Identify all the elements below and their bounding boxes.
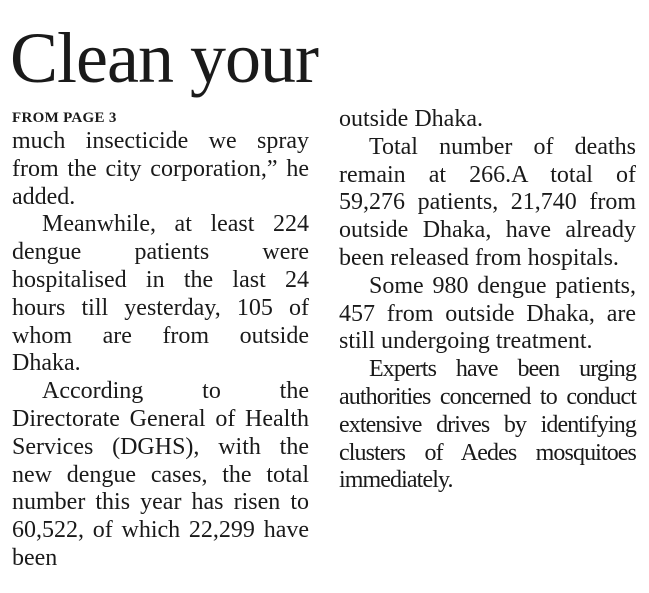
paragraph: Meanwhile, at least 224 dengue patients were hospitalised in the last 24 hours till yesterday, 105 of whom are from outside Dhaka. <box>12 211 309 377</box>
paragraph: outside Dhaka. <box>339 106 483 132</box>
article-column-2 <box>339 106 636 495</box>
paragraph: Experts have been urging authorities concerned to conduct extensive drives by identifying clusters of Aedes mosquitoes immediately. <box>339 356 636 494</box>
continuation-label: FROM PAGE 3 <box>12 110 117 126</box>
paragraph: Total number of deaths remain at 266.A total of 59,276 patients, 21,740 from outside Dhaka, have already been released from hospitals. <box>339 133 636 271</box>
paragraph: According to the Directorate General of Health Services (DGHS), with the new dengue cases, the total number this year has risen to 60,522, of which 22,299 have been <box>12 378 309 571</box>
paragraph: Some 980 dengue patients, 457 from outside Dhaka, are still undergoing treatment. <box>339 272 636 355</box>
headline: Clean your <box>10 18 318 98</box>
article-column-1 <box>12 128 309 573</box>
paragraph: much insecticide we spray from the city corporation,” he added. <box>12 128 309 210</box>
